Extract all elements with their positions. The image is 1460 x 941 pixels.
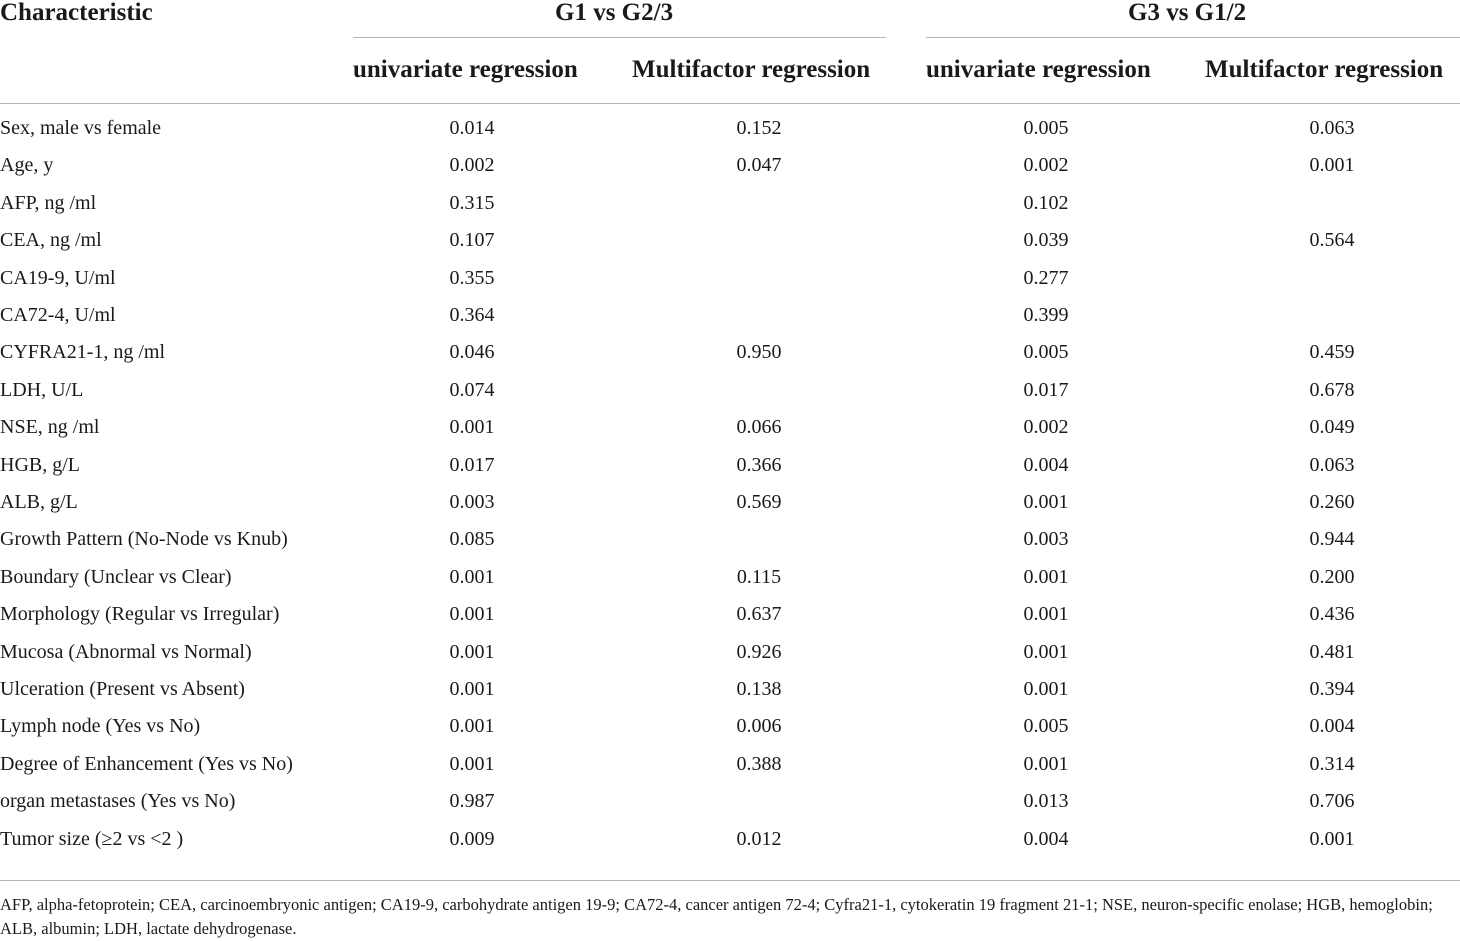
row-label: HGB, g/L (0, 453, 80, 476)
table-row (0, 791, 1460, 828)
header-g1-univariate: univariate regression (353, 56, 578, 83)
cell-g1-univariate: 0.001 (449, 603, 495, 626)
cell-g1-multifactor: 0.569 (736, 491, 782, 513)
row-label: NSE, ng /ml (0, 416, 100, 439)
row-label: Mucosa (Abnormal vs Normal) (0, 640, 252, 663)
cell-g3-multifactor: 0.459 (1309, 341, 1355, 364)
cell-g3-univariate: 0.002 (1023, 154, 1069, 177)
cell-g3-multifactor: 0.944 (1309, 528, 1355, 551)
cell-g3-multifactor: 0.564 (1309, 229, 1355, 252)
cell-g3-multifactor: 0.200 (1309, 565, 1355, 588)
table-row (0, 829, 1460, 866)
cell-g3-multifactor: 0.049 (1309, 416, 1355, 439)
cell-g1-univariate: 0.355 (449, 266, 495, 289)
cell-g1-multifactor: 0.138 (736, 678, 782, 700)
cell-g3-univariate: 0.001 (1023, 640, 1069, 663)
cell-g1-univariate: 0.001 (449, 678, 495, 700)
cell-g1-univariate: 0.001 (449, 416, 495, 439)
cell-g3-univariate: 0.004 (1023, 453, 1069, 476)
row-label: AFP, ng /ml (0, 191, 97, 214)
row-label: Boundary (Unclear vs Clear) (0, 565, 232, 588)
table-row (0, 155, 1460, 192)
cell-g3-multifactor: 0.394 (1309, 678, 1355, 700)
header-group-g1: G1 vs G2/3 (555, 0, 674, 26)
cell-g3-multifactor: 0.260 (1309, 491, 1355, 513)
header-g3-multifactor: Multifactor regression (1205, 56, 1444, 83)
table-row (0, 268, 1460, 305)
cell-g3-univariate: 0.005 (1023, 117, 1069, 139)
cell-g1-multifactor: 0.006 (736, 715, 782, 738)
row-label: ALB, g/L (0, 491, 78, 513)
cell-g3-univariate: 0.013 (1023, 790, 1069, 813)
row-label: Morphology (Regular vs Irregular) (0, 603, 280, 626)
cell-g1-multifactor: 0.066 (736, 416, 782, 439)
cell-g3-univariate: 0.003 (1023, 528, 1069, 551)
cell-g1-multifactor: 0.950 (736, 341, 782, 364)
header-bottom-rule (0, 103, 1460, 104)
cell-g3-univariate: 0.039 (1023, 229, 1069, 252)
row-label: Growth Pattern (No-Node vs Knub) (0, 528, 288, 551)
cell-g3-univariate: 0.001 (1023, 678, 1069, 700)
row-label: Age, y (0, 154, 54, 177)
cell-g1-univariate: 0.085 (449, 528, 495, 551)
table-row (0, 529, 1460, 566)
table-row (0, 567, 1460, 604)
table-row (0, 716, 1460, 753)
cell-g3-univariate: 0.001 (1023, 603, 1069, 626)
cell-g3-multifactor: 0.001 (1309, 827, 1355, 850)
row-label: CYFRA21-1, ng /ml (0, 341, 166, 364)
table-row (0, 455, 1460, 492)
cell-g1-univariate: 0.001 (449, 640, 495, 663)
cell-g1-multifactor: 0.366 (736, 453, 782, 476)
cell-g1-univariate: 0.107 (449, 229, 495, 252)
cell-g3-multifactor: 0.706 (1309, 790, 1355, 813)
cell-g1-multifactor: 0.152 (736, 117, 782, 139)
table-row (0, 342, 1460, 379)
cell-g3-multifactor: 0.001 (1309, 154, 1355, 177)
table-bottom-rule (0, 880, 1460, 881)
row-label: Degree of Enhancement (Yes vs No) (0, 752, 293, 775)
cell-g3-univariate: 0.001 (1023, 752, 1069, 775)
header-g1-multifactor: Multifactor regression (632, 56, 871, 83)
cell-g1-univariate: 0.002 (449, 154, 495, 177)
table-row (0, 305, 1460, 342)
cell-g1-univariate: 0.046 (449, 341, 495, 364)
cell-g3-multifactor: 0.436 (1309, 603, 1355, 626)
table-row (0, 492, 1460, 529)
cell-g3-multifactor: 0.004 (1309, 715, 1355, 738)
cell-g1-multifactor: 0.047 (736, 154, 782, 177)
cell-g3-multifactor: 0.063 (1309, 117, 1355, 139)
cell-g3-multifactor: 0.063 (1309, 453, 1355, 476)
cell-g3-univariate: 0.277 (1023, 266, 1069, 289)
table-row (0, 642, 1460, 679)
header-group-g3: G3 vs G1/2 (1128, 0, 1247, 26)
group-g1-underline (353, 37, 886, 38)
row-label: CA72-4, U/ml (0, 304, 116, 326)
row-label: Sex, male vs female (0, 117, 162, 139)
table-row (0, 380, 1460, 417)
cell-g3-multifactor: 0.481 (1309, 640, 1355, 663)
cell-g3-univariate: 0.005 (1023, 341, 1069, 364)
cell-g1-univariate: 0.014 (449, 117, 495, 139)
cell-g3-multifactor: 0.314 (1309, 752, 1355, 775)
cell-g1-multifactor: 0.637 (736, 603, 782, 626)
cell-g3-univariate: 0.399 (1023, 304, 1069, 326)
row-label: Tumor size (≥2 vs <2 ) (0, 827, 184, 850)
cell-g1-multifactor: 0.388 (736, 752, 782, 775)
cell-g1-univariate: 0.364 (449, 304, 495, 326)
group-g3-underline (926, 37, 1460, 38)
cell-g1-univariate: 0.074 (449, 378, 495, 401)
cell-g3-univariate: 0.001 (1023, 565, 1069, 588)
table-row (0, 754, 1460, 791)
table-row (0, 417, 1460, 454)
table-footnote: AFP, alpha-fetoprotein; CEA, carcinoembryonic antigen; CA19-9, carbohydrate antigen 19-9; CA72-4, cancer antigen 72-4; Cyfra21-1, cytokeratin 19 fragment 21-1; NSE, neuron-specific enolase; HGB, hemoglobin; ALB, albumin; LDH, lactate dehydrogenase. (0, 895, 1433, 938)
row-label: organ metastases (Yes vs No) (0, 790, 236, 813)
table-row (0, 230, 1460, 267)
header-g3-univariate: univariate regression (926, 56, 1151, 83)
cell-g1-multifactor: 0.012 (736, 827, 782, 850)
cell-g1-univariate: 0.315 (449, 191, 495, 214)
row-label: CEA, ng /ml (0, 229, 102, 252)
table-row (0, 193, 1460, 230)
cell-g3-univariate: 0.001 (1023, 491, 1069, 513)
cell-g1-univariate: 0.001 (449, 565, 495, 588)
cell-g3-univariate: 0.017 (1023, 378, 1069, 401)
cell-g3-univariate: 0.102 (1023, 191, 1069, 214)
cell-g3-multifactor: 0.678 (1309, 378, 1355, 401)
row-label: Lymph node (Yes vs No) (0, 715, 201, 738)
table-row (0, 604, 1460, 641)
table-row (0, 118, 1460, 155)
row-label: Ulceration (Present vs Absent) (0, 678, 245, 700)
cell-g1-multifactor: 0.115 (736, 565, 782, 588)
cell-g3-univariate: 0.002 (1023, 416, 1069, 439)
cell-g1-univariate: 0.017 (449, 453, 495, 476)
cell-g1-univariate: 0.001 (449, 752, 495, 775)
cell-g1-univariate: 0.001 (449, 715, 495, 738)
cell-g3-univariate: 0.005 (1023, 715, 1069, 738)
row-label: LDH, U/L (0, 378, 84, 401)
table-row (0, 679, 1460, 716)
cell-g1-multifactor: 0.926 (736, 640, 782, 663)
row-label: CA19-9, U/ml (0, 266, 116, 289)
cell-g3-univariate: 0.004 (1023, 827, 1069, 850)
header-characteristic: Characteristic (0, 0, 153, 26)
cell-g1-univariate: 0.003 (449, 491, 495, 513)
cell-g1-univariate: 0.987 (449, 790, 495, 813)
cell-g1-univariate: 0.009 (449, 827, 495, 850)
